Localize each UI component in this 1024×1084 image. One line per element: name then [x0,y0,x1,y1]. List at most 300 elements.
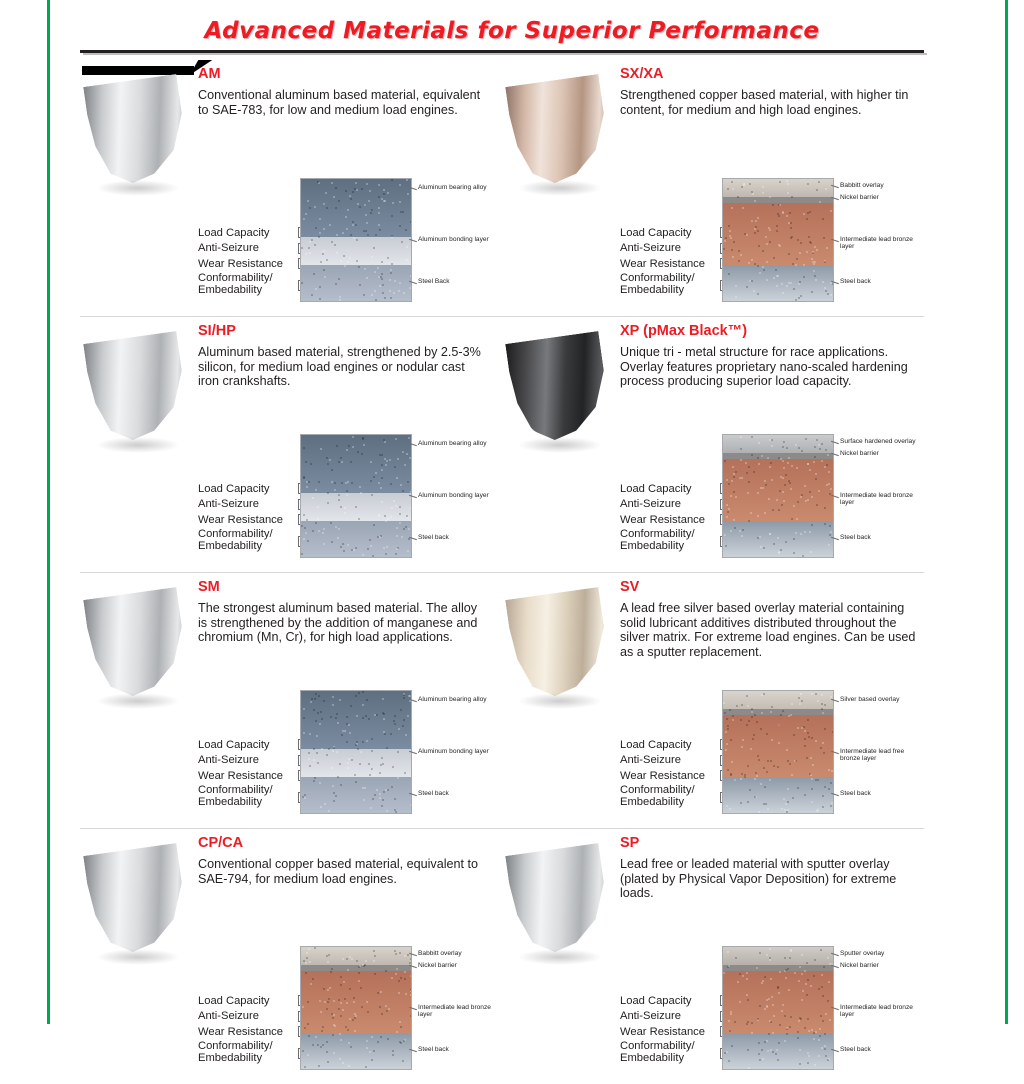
micrograph-label: Steel back [418,790,502,797]
texture-speck [727,728,729,730]
texture-speck [350,234,352,236]
texture-speck [371,750,373,752]
texture-speck [804,794,806,796]
texture-speck [303,477,305,479]
texture-speck [804,531,806,533]
texture-speck [759,536,761,538]
texture-speck [377,1041,379,1043]
texture-speck [381,501,383,503]
bearing-shell-shadow [518,693,602,709]
texture-speck [396,535,398,537]
bearing-shell-body [83,331,191,447]
texture-speck [347,209,349,211]
texture-speck [411,490,412,492]
texture-speck [788,715,790,717]
texture-speck [405,734,407,736]
texture-speck [748,520,750,522]
texture-speck [348,1065,350,1067]
texture-speck [762,266,764,268]
texture-speck [783,467,785,469]
texture-speck [381,469,383,471]
texture-speck [769,948,771,950]
texture-speck [374,271,376,273]
texture-speck [823,752,825,754]
texture-speck [778,992,780,994]
micrograph-label: Aluminum bonding layer [418,492,502,499]
texture-speck [823,237,825,239]
texture-speck [819,1035,821,1037]
texture-speck [347,481,349,483]
texture-speck [323,228,325,230]
texture-speck [408,528,410,530]
micrograph-label: Steel Back [418,278,502,285]
texture-speck [833,529,834,531]
texture-speck [315,1036,317,1038]
texture-speck [335,283,337,285]
texture-speck [315,227,317,229]
texture-speck [317,518,319,520]
texture-speck [359,284,361,286]
texture-speck [373,960,375,962]
texture-speck [340,506,342,508]
texture-speck [775,269,777,271]
texture-speck [766,999,768,1001]
rating-label-conform: Conformability/ Embedability [198,272,273,297]
texture-speck [371,1036,373,1038]
texture-speck [826,247,828,249]
product-card-cpca [80,828,502,1084]
micrograph-label: Steel back [418,1046,502,1053]
texture-speck [786,811,788,813]
texture-speck [360,987,362,989]
rating-label-load: Load Capacity [620,226,692,239]
bearing-shell-body [505,74,613,190]
texture-speck [819,1028,821,1030]
texture-speck [740,778,742,780]
texture-speck [818,1055,820,1057]
rating-label-conform: Conformability/ Embedability [198,528,273,553]
texture-speck [725,545,727,547]
product-description: Unique tri - metal structure for race applications. Overlay features proprietary nano-scaled hardening process producing superior load capacity. [620,345,908,389]
texture-speck [339,299,341,301]
rating-label-seizure: Anti-Seizure [620,242,681,255]
texture-speck [339,1058,341,1060]
texture-speck [759,272,761,274]
texture-speck [351,759,353,761]
texture-speck [777,537,779,539]
micrograph-label: Steel back [418,534,502,541]
texture-speck [766,1040,768,1042]
texture-speck [302,1050,304,1052]
micrograph-section [722,178,922,302]
texture-speck [759,1005,761,1007]
texture-speck [790,949,792,951]
texture-speck [761,1049,763,1051]
texture-speck [821,986,823,988]
micrograph-section [300,690,500,814]
texture-speck [824,466,826,468]
texture-speck [789,482,791,484]
texture-speck [758,1053,760,1055]
product-description: Lead free or leaded material with sputter overlay (plated by Physical Vapor Deposition) for extreme loads. [620,857,897,901]
texture-speck [764,976,766,978]
texture-speck [346,490,348,492]
rating-label-load: Load Capacity [198,738,270,751]
rating-label-seizure: Anti-Seizure [198,754,259,767]
texture-speck [750,512,752,514]
texture-speck [311,294,313,296]
bearing-shell-shadow [518,437,602,453]
texture-speck [330,971,332,973]
texture-speck [799,1017,801,1019]
product-name: SX/XA [620,66,664,82]
texture-speck [742,739,744,741]
texture-speck [806,994,808,996]
texture-speck [822,742,824,744]
texture-speck [396,477,398,479]
texture-speck [814,456,816,458]
texture-speck [816,810,818,812]
texture-speck [407,193,409,195]
texture-speck [800,242,802,244]
bearing-shell-image [504,74,616,204]
texture-speck [333,1014,335,1016]
texture-speck [356,960,358,962]
texture-speck [355,695,357,697]
texture-speck [813,1038,815,1040]
rating-label-wear: Wear Resistance [620,257,705,270]
texture-speck [392,766,394,768]
texture-speck [815,473,817,475]
micrograph-label: Aluminum bearing alloy [418,184,502,191]
texture-speck [780,476,782,478]
texture-speck [342,1062,344,1064]
texture-speck [757,1018,759,1020]
micrograph-layer [723,1033,833,1070]
texture-speck [726,516,728,518]
bearing-shell-body [505,331,613,447]
texture-speck [824,1048,826,1050]
texture-speck [336,445,338,447]
texture-speck [804,738,806,740]
texture-speck [393,720,395,722]
texture-speck [320,261,322,263]
texture-speck [735,957,737,959]
texture-speck [393,292,395,294]
texture-speck [313,759,315,761]
texture-speck [359,763,361,765]
texture-speck [758,811,760,813]
texture-speck [794,972,796,974]
texture-speck [777,275,779,277]
micrograph-label: Nickel barrier [418,962,502,969]
texture-speck [785,474,787,476]
texture-speck [374,714,376,716]
texture-speck [390,297,392,299]
texture-speck [353,997,355,999]
texture-speck [333,792,335,794]
texture-speck [356,189,358,191]
texture-speck [749,183,751,185]
texture-speck [798,1020,800,1022]
texture-speck [757,537,759,539]
micrograph-image [300,178,412,302]
texture-speck [789,212,791,214]
texture-speck [303,732,305,734]
texture-speck [803,264,805,266]
texture-speck [387,789,389,791]
texture-speck [379,285,381,287]
texture-speck [385,970,387,972]
texture-speck [406,453,408,455]
texture-speck [405,993,407,995]
texture-speck [386,546,388,548]
texture-speck [821,460,823,462]
texture-speck [748,1067,750,1069]
texture-speck [824,287,826,289]
page-border-right [1005,0,1008,1024]
texture-speck [357,451,359,453]
texture-speck [827,957,829,959]
texture-speck [325,192,327,194]
texture-speck [728,1020,730,1022]
texture-speck [804,745,806,747]
bearing-shell-shadow [518,180,602,196]
micrograph-label: Aluminum bearing alloy [418,696,502,703]
texture-speck [394,723,396,725]
texture-speck [352,191,354,193]
texture-speck [767,457,769,459]
texture-speck [814,246,816,248]
texture-speck [339,699,341,701]
micrograph-section [722,434,922,558]
texture-speck [326,1051,328,1053]
product-row [80,60,924,316]
texture-speck [815,279,817,281]
texture-speck [798,697,800,699]
texture-speck [801,450,803,452]
texture-speck [307,1001,309,1003]
bearing-shell-shadow [518,949,602,965]
texture-speck [741,704,743,706]
texture-speck [751,1032,753,1034]
texture-speck [331,541,333,543]
texture-speck [795,444,797,446]
micrograph-label: Nickel barrier [840,450,924,457]
texture-speck [319,1000,321,1002]
texture-speck [364,787,366,789]
texture-speck [751,436,753,438]
rating-label-wear: Wear Resistance [620,513,705,526]
micrograph-section [300,434,500,558]
micrograph-label: Surface hardened overlay [840,438,924,445]
texture-speck [825,1055,827,1057]
texture-speck [396,1031,398,1033]
texture-speck [326,1008,328,1010]
texture-speck [808,236,810,238]
texture-speck [342,232,344,234]
texture-speck [404,464,406,466]
texture-speck [362,704,364,706]
texture-speck [833,485,834,487]
texture-speck [320,448,322,450]
product-name: SV [620,579,640,595]
texture-speck [404,955,406,957]
micrograph-section [300,946,500,1070]
texture-speck [810,551,812,553]
micrograph-image [722,178,834,302]
texture-speck [365,214,367,216]
texture-speck [333,196,335,198]
texture-speck [334,489,336,491]
texture-speck [730,495,732,497]
texture-speck [828,483,830,485]
micrograph-layer [301,265,411,302]
texture-speck [399,522,401,524]
texture-speck [373,247,375,249]
texture-speck [731,249,733,251]
texture-speck [727,769,729,771]
texture-speck [313,748,315,750]
product-description: Aluminum based material, strengthened by 2.5-3% silicon, for medium load engines or nodular cast iron crankshafts. [198,345,481,389]
texture-speck [812,251,814,253]
bearing-shell-image [504,587,616,717]
texture-speck [811,524,813,526]
texture-speck [781,1010,783,1012]
texture-speck [724,534,726,536]
texture-speck [310,701,312,703]
texture-speck [303,447,305,449]
texture-speck [822,995,824,997]
texture-speck [822,712,824,714]
micrograph-image [300,690,412,814]
texture-speck [407,517,409,519]
texture-speck [352,221,354,223]
rating-label-load: Load Capacity [198,482,270,495]
texture-speck [821,708,823,710]
texture-speck [410,507,412,509]
texture-speck [797,1037,799,1039]
texture-speck [341,482,343,484]
texture-speck [334,244,336,246]
texture-speck [372,555,374,557]
page-title: Advanced Materials for Superior Performance [204,18,820,44]
texture-speck [731,480,733,482]
texture-speck [734,527,736,529]
texture-speck [331,1013,333,1015]
texture-speck [736,705,738,707]
texture-speck [317,181,319,183]
texture-speck [829,1019,831,1021]
texture-speck [757,293,759,295]
texture-speck [312,1044,314,1046]
texture-speck [793,552,795,554]
bearing-shell-body [83,843,191,959]
product-description: Strengthened copper based material, with higher tin content, for medium and high load engines. [620,88,909,117]
texture-speck [314,244,316,246]
texture-speck [755,772,757,774]
texture-speck [317,762,319,764]
texture-speck [324,803,326,805]
texture-speck [340,784,342,786]
texture-speck [371,494,373,496]
texture-speck [410,275,412,277]
bearing-shell-shadow [96,949,180,965]
micrograph-layer [723,265,833,302]
texture-speck [359,206,361,208]
texture-speck [355,547,357,549]
texture-speck [324,276,326,278]
texture-speck [809,491,811,493]
texture-speck [808,1055,810,1057]
texture-speck [391,786,393,788]
texture-speck [313,709,315,711]
texture-speck [767,760,769,762]
micrograph-image [722,946,834,1070]
texture-speck [399,506,401,508]
texture-speck [312,497,314,499]
texture-speck [787,801,789,803]
texture-speck [819,448,821,450]
texture-speck [772,1004,774,1006]
texture-speck [748,262,750,264]
bearing-shell-image [504,843,616,973]
texture-speck [372,798,374,800]
texture-speck [782,491,784,493]
texture-speck [744,233,746,235]
product-card-sihp [80,316,502,572]
texture-speck [369,774,371,776]
texture-speck [374,955,376,957]
texture-speck [772,1051,774,1053]
texture-speck [767,1050,769,1052]
texture-speck [345,1026,347,1028]
texture-speck [403,292,405,294]
product-card-sv [502,572,924,828]
texture-speck [318,236,320,238]
texture-speck [762,1058,764,1060]
texture-speck [729,808,731,810]
texture-speck [408,538,410,540]
texture-speck [737,981,739,983]
texture-speck [775,1053,777,1055]
texture-speck [346,449,348,451]
title-rule-shadow [83,53,927,55]
texture-speck [741,535,743,537]
texture-speck [315,522,317,524]
bearing-shell-shadow [96,693,180,709]
rating-label-wear: Wear Resistance [620,769,705,782]
texture-speck [351,958,353,960]
texture-speck [373,950,375,952]
texture-speck [365,960,367,962]
texture-speck [331,968,333,970]
texture-speck [785,541,787,543]
product-name: AM [198,66,221,82]
texture-speck [765,803,767,805]
texture-speck [346,723,348,725]
texture-speck [355,506,357,508]
texture-speck [332,1017,334,1019]
texture-speck [333,1000,335,1002]
texture-speck [304,527,306,529]
texture-speck [319,286,321,288]
texture-speck [331,469,333,471]
texture-speck [309,765,311,767]
texture-speck [781,808,783,810]
texture-speck [802,990,804,992]
texture-speck [354,1013,356,1015]
